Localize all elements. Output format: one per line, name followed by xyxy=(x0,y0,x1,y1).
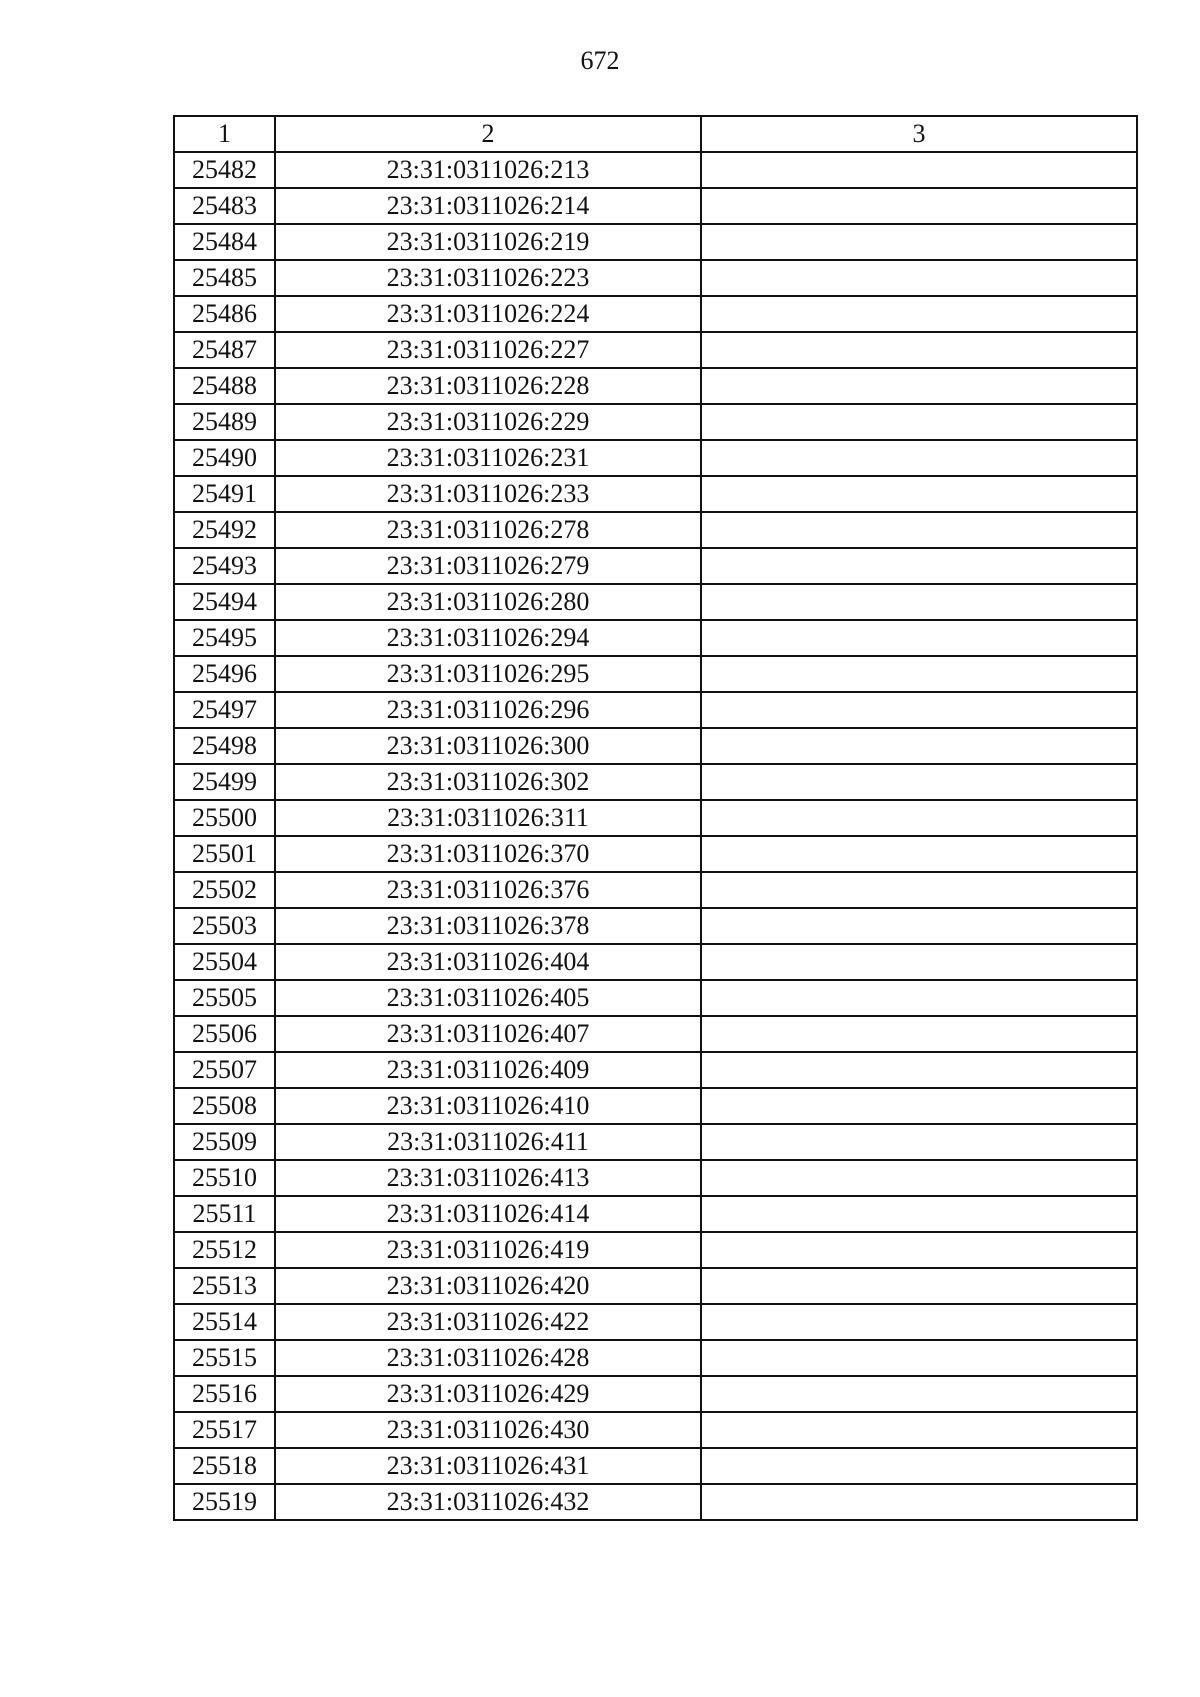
note-cell xyxy=(701,1268,1137,1304)
cadastral-number-cell: 23:31:0311026:431 xyxy=(275,1448,701,1484)
cadastral-number-cell: 23:31:0311026:413 xyxy=(275,1160,701,1196)
note-cell xyxy=(701,368,1137,404)
note-cell xyxy=(701,980,1137,1016)
cadastral-number-cell: 23:31:0311026:409 xyxy=(275,1052,701,1088)
column-header-1: 1 xyxy=(174,116,275,152)
table-row xyxy=(174,1484,1137,1520)
cadastral-number-cell: 23:31:0311026:229 xyxy=(275,404,701,440)
table-row xyxy=(174,440,1137,476)
table-row xyxy=(174,188,1137,224)
table-row xyxy=(174,944,1137,980)
cadastral-number-cell: 23:31:0311026:370 xyxy=(275,836,701,872)
cadastral-number-cell: 23:31:0311026:302 xyxy=(275,764,701,800)
row-number-cell: 25507 xyxy=(174,1052,275,1088)
table-row xyxy=(174,1448,1137,1484)
page-number: 672 xyxy=(580,46,620,75)
row-number-cell: 25504 xyxy=(174,944,275,980)
table-header-row xyxy=(174,116,1137,152)
cadastral-number-cell: 23:31:0311026:376 xyxy=(275,872,701,908)
table-row xyxy=(174,764,1137,800)
cadastral-number-cell: 23:31:0311026:405 xyxy=(275,980,701,1016)
note-cell xyxy=(701,872,1137,908)
note-cell xyxy=(701,1448,1137,1484)
note-cell xyxy=(701,152,1137,188)
row-number-cell: 25500 xyxy=(174,800,275,836)
row-number-cell: 25514 xyxy=(174,1304,275,1340)
table-row xyxy=(174,908,1137,944)
note-cell xyxy=(701,1088,1137,1124)
note-cell xyxy=(701,908,1137,944)
table-row xyxy=(174,260,1137,296)
note-cell xyxy=(701,1484,1137,1520)
cadastral-number-cell: 23:31:0311026:429 xyxy=(275,1376,701,1412)
row-number-cell: 25490 xyxy=(174,440,275,476)
table-row xyxy=(174,368,1137,404)
row-number-cell: 25491 xyxy=(174,476,275,512)
note-cell xyxy=(701,1340,1137,1376)
note-cell xyxy=(701,1376,1137,1412)
row-number-cell: 25495 xyxy=(174,620,275,656)
note-cell xyxy=(701,476,1137,512)
note-cell xyxy=(701,1052,1137,1088)
table-row xyxy=(174,1412,1137,1448)
table-row xyxy=(174,656,1137,692)
cadastral-number-cell: 23:31:0311026:294 xyxy=(275,620,701,656)
note-cell xyxy=(701,1196,1137,1232)
cadastral-number-cell: 23:31:0311026:410 xyxy=(275,1088,701,1124)
cadastral-number-cell: 23:31:0311026:231 xyxy=(275,440,701,476)
row-number-cell: 25483 xyxy=(174,188,275,224)
cadastral-number-cell: 23:31:0311026:422 xyxy=(275,1304,701,1340)
row-number-cell: 25506 xyxy=(174,1016,275,1052)
cadastral-number-cell: 23:31:0311026:407 xyxy=(275,1016,701,1052)
note-cell xyxy=(701,728,1137,764)
note-cell xyxy=(701,584,1137,620)
note-cell xyxy=(701,224,1137,260)
table-row xyxy=(174,1160,1137,1196)
cadastral-number-cell: 23:31:0311026:414 xyxy=(275,1196,701,1232)
row-number-cell: 25512 xyxy=(174,1232,275,1268)
note-cell xyxy=(701,692,1137,728)
row-number-cell: 25502 xyxy=(174,872,275,908)
table-row xyxy=(174,1232,1137,1268)
note-cell xyxy=(701,836,1137,872)
cadastral-number-cell: 23:31:0311026:419 xyxy=(275,1232,701,1268)
note-cell xyxy=(701,512,1137,548)
cadastral-number-cell: 23:31:0311026:219 xyxy=(275,224,701,260)
cadastral-number-cell: 23:31:0311026:280 xyxy=(275,584,701,620)
note-cell xyxy=(701,656,1137,692)
row-number-cell: 25505 xyxy=(174,980,275,1016)
row-number-cell: 25513 xyxy=(174,1268,275,1304)
table-row xyxy=(174,1340,1137,1376)
table-row xyxy=(174,404,1137,440)
table-row xyxy=(174,980,1137,1016)
note-cell xyxy=(701,1016,1137,1052)
row-number-cell: 25482 xyxy=(174,152,275,188)
row-number-cell: 25494 xyxy=(174,584,275,620)
cadastral-number-cell: 23:31:0311026:228 xyxy=(275,368,701,404)
table-row xyxy=(174,512,1137,548)
cadastral-number-cell: 23:31:0311026:279 xyxy=(275,548,701,584)
table-row xyxy=(174,1268,1137,1304)
row-number-cell: 25499 xyxy=(174,764,275,800)
note-cell xyxy=(701,800,1137,836)
cadastral-number-cell: 23:31:0311026:430 xyxy=(275,1412,701,1448)
note-cell xyxy=(701,296,1137,332)
note-cell xyxy=(701,548,1137,584)
cadastral-number-cell: 23:31:0311026:278 xyxy=(275,512,701,548)
cadastral-number-cell: 23:31:0311026:432 xyxy=(275,1484,701,1520)
cadastral-number-cell: 23:31:0311026:378 xyxy=(275,908,701,944)
table-row xyxy=(174,1052,1137,1088)
row-number-cell: 25492 xyxy=(174,512,275,548)
note-cell xyxy=(701,1232,1137,1268)
table-row xyxy=(174,1196,1137,1232)
row-number-cell: 25508 xyxy=(174,1088,275,1124)
note-cell xyxy=(701,188,1137,224)
cadastral-number-cell: 23:31:0311026:227 xyxy=(275,332,701,368)
table-row xyxy=(174,584,1137,620)
table-row xyxy=(174,548,1137,584)
cadastral-number-cell: 23:31:0311026:428 xyxy=(275,1340,701,1376)
table-row xyxy=(174,692,1137,728)
table-row xyxy=(174,1088,1137,1124)
table-row xyxy=(174,728,1137,764)
note-cell xyxy=(701,764,1137,800)
table-row xyxy=(174,476,1137,512)
cadastral-number-cell: 23:31:0311026:224 xyxy=(275,296,701,332)
cadastral-number-cell: 23:31:0311026:420 xyxy=(275,1268,701,1304)
row-number-cell: 25487 xyxy=(174,332,275,368)
column-header-3: 3 xyxy=(701,116,1137,152)
cadastral-number-cell: 23:31:0311026:295 xyxy=(275,656,701,692)
row-number-cell: 25493 xyxy=(174,548,275,584)
table-row xyxy=(174,1376,1137,1412)
row-number-cell: 25503 xyxy=(174,908,275,944)
row-number-cell: 25489 xyxy=(174,404,275,440)
table-row xyxy=(174,800,1137,836)
row-number-cell: 25518 xyxy=(174,1448,275,1484)
cadastral-number-cell: 23:31:0311026:213 xyxy=(275,152,701,188)
cadastral-number-cell: 23:31:0311026:300 xyxy=(275,728,701,764)
row-number-cell: 25517 xyxy=(174,1412,275,1448)
note-cell xyxy=(701,332,1137,368)
table-row xyxy=(174,332,1137,368)
table-row xyxy=(174,1124,1137,1160)
table-row xyxy=(174,152,1137,188)
row-number-cell: 25516 xyxy=(174,1376,275,1412)
cadastral-number-cell: 23:31:0311026:223 xyxy=(275,260,701,296)
row-number-cell: 25497 xyxy=(174,692,275,728)
note-cell xyxy=(701,620,1137,656)
cadastral-number-cell: 23:31:0311026:233 xyxy=(275,476,701,512)
table-row xyxy=(174,1016,1137,1052)
row-number-cell: 25496 xyxy=(174,656,275,692)
row-number-cell: 25498 xyxy=(174,728,275,764)
table-row xyxy=(174,620,1137,656)
table-body xyxy=(174,152,1137,1520)
row-number-cell: 25486 xyxy=(174,296,275,332)
row-number-cell: 25519 xyxy=(174,1484,275,1520)
row-number-cell: 25511 xyxy=(174,1196,275,1232)
table-row xyxy=(174,872,1137,908)
note-cell xyxy=(701,944,1137,980)
note-cell xyxy=(701,1124,1137,1160)
cadastral-number-cell: 23:31:0311026:404 xyxy=(275,944,701,980)
row-number-cell: 25515 xyxy=(174,1340,275,1376)
note-cell xyxy=(701,404,1137,440)
row-number-cell: 25509 xyxy=(174,1124,275,1160)
note-cell xyxy=(701,1412,1137,1448)
note-cell xyxy=(701,260,1137,296)
table-row xyxy=(174,836,1137,872)
row-number-cell: 25488 xyxy=(174,368,275,404)
table-row xyxy=(174,296,1137,332)
column-header-2: 2 xyxy=(275,116,701,152)
note-cell xyxy=(701,440,1137,476)
table-row xyxy=(174,224,1137,260)
cadastral-number-cell: 23:31:0311026:411 xyxy=(275,1124,701,1160)
row-number-cell: 25484 xyxy=(174,224,275,260)
row-number-cell: 25510 xyxy=(174,1160,275,1196)
table-row xyxy=(174,1304,1137,1340)
cadastral-number-cell: 23:31:0311026:311 xyxy=(275,800,701,836)
row-number-cell: 25501 xyxy=(174,836,275,872)
note-cell xyxy=(701,1160,1137,1196)
cadastral-number-cell: 23:31:0311026:214 xyxy=(275,188,701,224)
row-number-cell: 25485 xyxy=(174,260,275,296)
cadastral-table xyxy=(173,115,1138,1521)
note-cell xyxy=(701,1304,1137,1340)
cadastral-number-cell: 23:31:0311026:296 xyxy=(275,692,701,728)
